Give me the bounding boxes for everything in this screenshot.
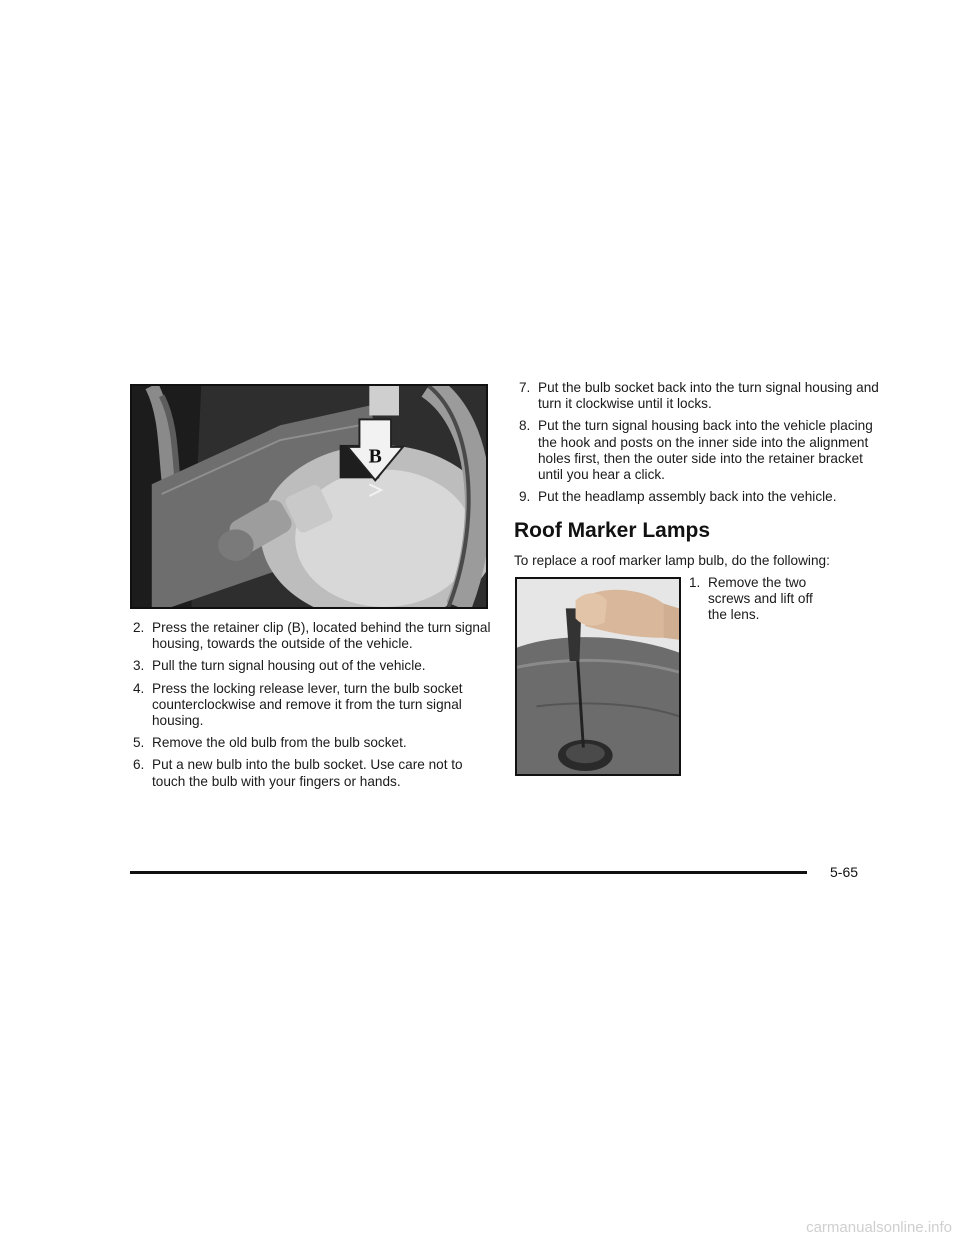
list-item: 6. Put a new bulb into the bulb socket. Use care not to touch the bulb with your fingers or hands. <box>133 757 463 789</box>
callout-label-b: B <box>368 445 382 468</box>
list-item: 4. Press the locking release lever, turn the bulb socket counterclockwise and remove it from the turn signal housing. <box>133 680 463 729</box>
list-item: 3. Pull the turn signal housing out of the vehicle. <box>133 658 426 674</box>
page-number: 5-65 <box>830 864 859 880</box>
footer-divider <box>130 871 807 874</box>
list-item: 9. Put the headlamp assembly back into the vehicle. <box>519 489 837 505</box>
roof-marker-lamp-illustration <box>517 579 679 774</box>
watermark-text: carmanualsonline.info <box>806 1219 952 1236</box>
turn-signal-housing-illustration <box>132 386 486 607</box>
steps-list-roof-marker <box>689 575 829 630</box>
roof-marker-lamp-photo <box>515 577 681 776</box>
steps-list-left <box>133 620 493 796</box>
section-title: Roof Marker Lamps <box>514 519 711 542</box>
steps-list-right <box>519 380 879 511</box>
list-item: 7. Put the bulb socket back into the turn signal housing and turn it clockwise until it locks. <box>519 380 879 412</box>
list-item: 5. Remove the old bulb from the bulb socket. <box>133 735 407 751</box>
turn-signal-housing-photo <box>130 384 488 609</box>
list-item: 1. Remove the two screws and lift off the lens. <box>689 575 813 623</box>
section-intro: To replace a roof marker lamp bulb, do the following: <box>514 553 830 568</box>
list-item: 8. Put the turn signal housing back into the vehicle placing the hook and posts on the inner side into the alignment holes first, then the outer side into the retainer bracket until you hear a click. <box>519 418 873 483</box>
list-item: 2. Press the retainer clip (B), located behind the turn signal housing, towards the outside of the vehicle. <box>133 620 491 652</box>
